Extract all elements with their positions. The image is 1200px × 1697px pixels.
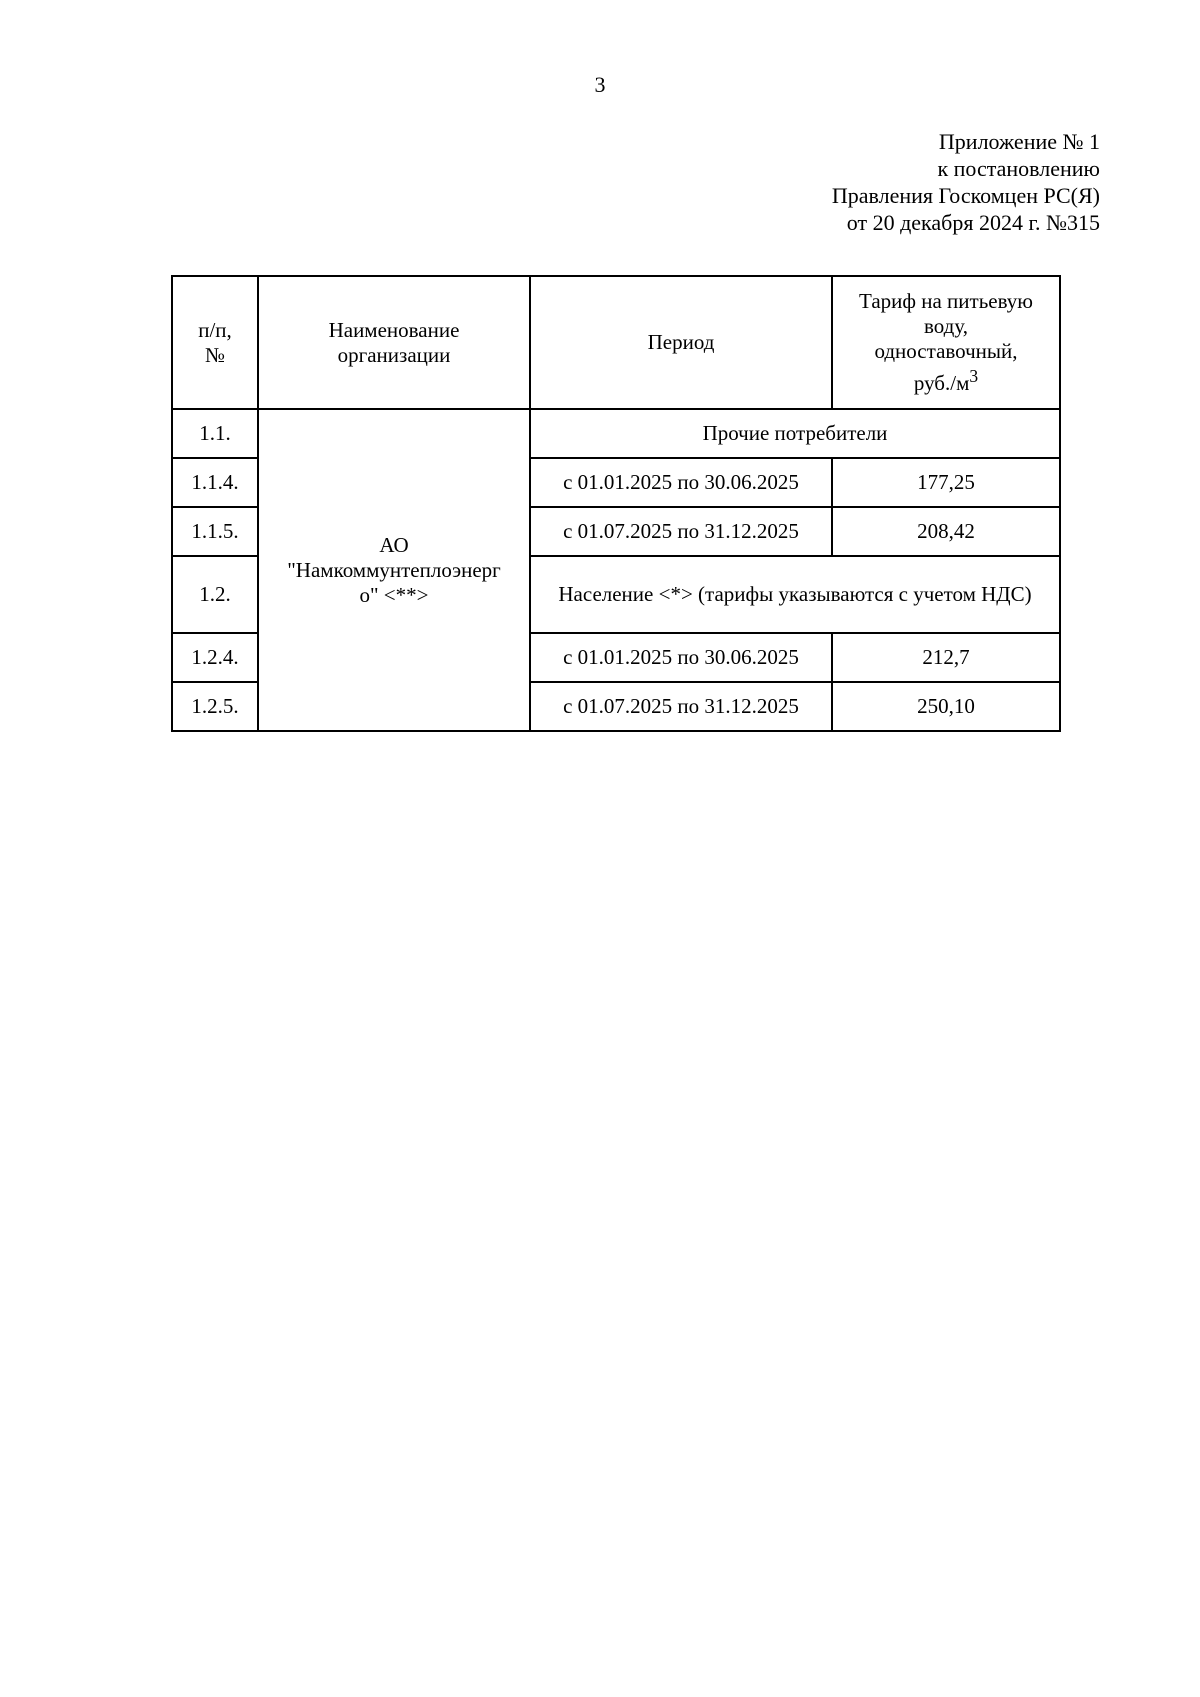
row-tariff: 208,42: [832, 507, 1060, 556]
appendix-resolution: к постановлению: [937, 156, 1100, 181]
row-tariff: 177,25: [832, 458, 1060, 507]
section-other-consumers: Прочие потребители: [530, 409, 1060, 458]
row-number: 1.1.: [172, 409, 258, 458]
section-population: Население <*> (тарифы указываются с учетом НДС): [530, 556, 1060, 633]
appendix-header: [832, 128, 1100, 236]
appendix-title: Приложение № 1: [938, 129, 1100, 154]
row-period: с 01.01.2025 по 30.06.2025: [530, 633, 832, 682]
appendix-date: от 20 декабря 2024 г. №315: [846, 210, 1100, 235]
appendix-authority: Правления Госкомцен РС(Я): [831, 183, 1100, 208]
row-number: 1.2.4.: [172, 633, 258, 682]
tariff-table: [171, 275, 1061, 732]
row-tariff: 250,10: [832, 682, 1060, 731]
row-number: 1.1.4.: [172, 458, 258, 507]
header-period: Период: [530, 276, 832, 409]
row-period: с 01.07.2025 по 31.12.2025: [530, 507, 832, 556]
row-period: с 01.01.2025 по 30.06.2025: [530, 458, 832, 507]
table-header-row: [172, 276, 1060, 409]
header-tariff: Тариф на питьевую воду, одноставочный, $руб./м^3$: [832, 276, 1060, 409]
organization-name: АО "Намкоммунтеплоэнерг о" <**>: [258, 409, 530, 731]
page-number: 3: [594, 72, 606, 97]
table-row: [172, 409, 1060, 458]
row-number: 1.2.: [172, 556, 258, 633]
row-number: 1.1.5.: [172, 507, 258, 556]
header-number: п/п, №: [172, 276, 258, 409]
header-organization: Наименование организации: [258, 276, 530, 409]
row-tariff: 212,7: [832, 633, 1060, 682]
row-number: 1.2.5.: [172, 682, 258, 731]
row-period: с 01.07.2025 по 31.12.2025: [530, 682, 832, 731]
